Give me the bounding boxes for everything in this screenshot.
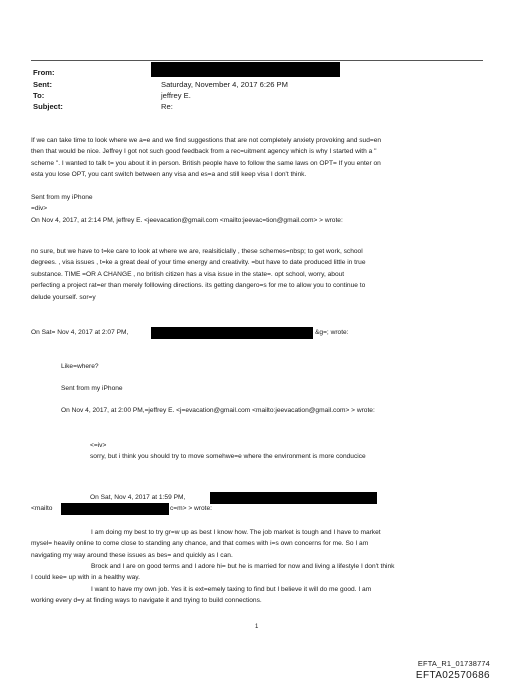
on-sat-line-1-prefix: On Sat= Nov 4, 2017 at 2:07 PM, bbox=[31, 329, 129, 336]
like-where-text: Like=where? bbox=[61, 363, 99, 370]
on-sat-line-1-suffix: &g=; wrote: bbox=[315, 329, 349, 336]
quoted-header-1: Sent from my iPhone =div> On Nov 4, 2017, at 2:14 PM, jeffrey E. <jeevacation@gmail.com <mailto:jeevac=tion@gmail.com> > wrote: bbox=[31, 194, 343, 224]
paragraph-1: If we can take time to look where we a=e and we find suggestions that are not completely anxiety provoking and sud=en then that would be nice. Jeffrey I got not such good feedback from a rec=uitment agency which is why I started with a " scheme ". I wanted to talk t= you about it in person. British people have to follow the same laws on OPT= If you enter on esta you lose OPT, you cant switch between any visa and es=a and still keep visa I don't think. bbox=[31, 137, 382, 179]
page-number: 1 bbox=[255, 624, 259, 630]
bates-number-1: EFTA_R1_01738774 bbox=[417, 659, 490, 668]
mailto-prefix: <mailto bbox=[31, 505, 53, 512]
mailto-suffix: c=m> > wrote: bbox=[170, 505, 212, 512]
div-tag-text: <=iv> bbox=[90, 442, 107, 449]
redaction-sender-1 bbox=[151, 327, 313, 339]
header-top-rule bbox=[31, 60, 483, 61]
quoted-header-2: On Nov 4, 2017, at 2:00 PM,=jeffrey E. <j=evacation@gmail.com <mailto:jeevacation@gmail.com> > wrote: bbox=[61, 407, 375, 414]
on-sat-line-2-prefix: On Sat, Nov 4, 2017 at 1:59 PM, bbox=[90, 494, 186, 501]
paragraph-6: I want to have my own job. Yes it is ext=emely taxing to find but I believe it will do me good. I am working every d=y at finding ways to navigate it and trying to build connections. bbox=[31, 586, 372, 605]
sent-from-iphone-2: Sent from my iPhone bbox=[61, 385, 123, 392]
paragraph-3: no sure, but we have to t=ke care to look at where we are, realsiticlally , these schemes=nbsp; to get work, school degrees. , visa issues , t=ke a great deal of your time energy and creativity. =but have to date produced little in true substance. TIME =OR A CHANGE , no british citizen has a visa issue in the state=. opt school, worry, about perfecting a project rat=er than merely folllowing directions. its getting dangero=s for me to allow you to continue to delude yourself. sor=y bbox=[31, 248, 366, 301]
subject-label: Subject: bbox=[33, 102, 63, 111]
sorry-line: sorry, but i think you should try to move somehwe=e where the environment is more conducice bbox=[90, 453, 366, 460]
to-label: To: bbox=[33, 91, 45, 100]
redaction-mailto bbox=[61, 503, 169, 515]
redaction-sender-2 bbox=[210, 492, 377, 504]
from-redaction bbox=[151, 62, 340, 77]
sent-value: Saturday, November 4, 2017 6:26 PM bbox=[161, 80, 288, 89]
subject-value: Re: bbox=[161, 102, 173, 111]
paragraph-5: Brock and I are on good terms and I adore hi= but he is married for now and living a lifestyle I don't think I could kee= up with in a healthy way. bbox=[31, 563, 395, 582]
to-value: jeffrey E. bbox=[161, 91, 191, 100]
bates-number-2: EFTA02570686 bbox=[415, 670, 490, 681]
from-label: From: bbox=[33, 68, 55, 77]
paragraph-4: I am doing my best to try gr=w up as best I know how. The job market is tough and I have to market mysel= heavily online to come close to standing any chance, and that comes with i=s own concerns for me. So I am navigating my way around these issues as bes= and quickly as I can. bbox=[31, 529, 381, 559]
sent-label: Sent: bbox=[33, 80, 52, 89]
